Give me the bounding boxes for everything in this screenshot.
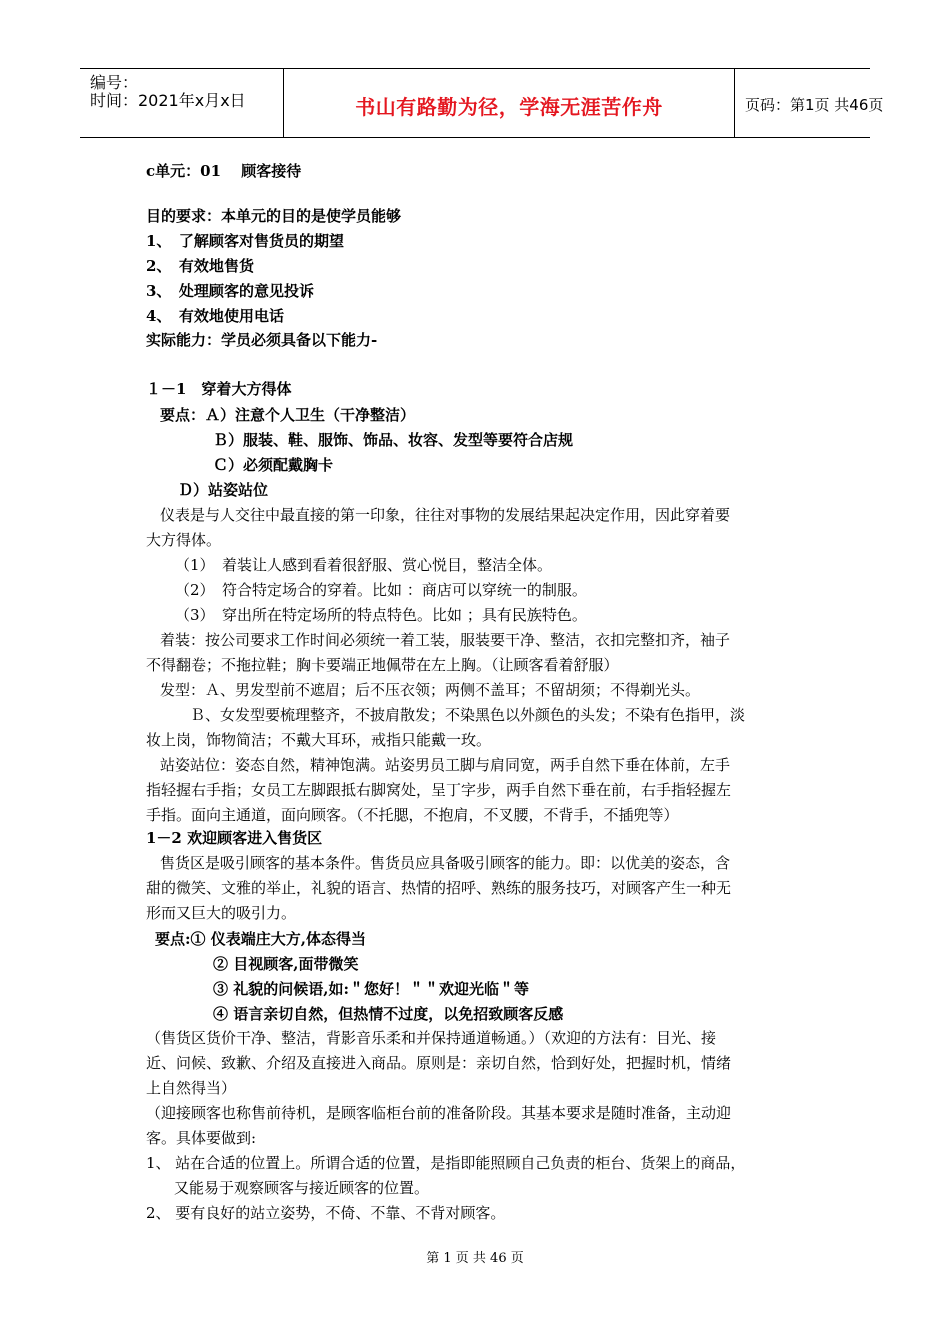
unit-title: c单元：01 顾客接待: [146, 162, 302, 180]
key-point: Ｂ）服装、鞋、服饰、饰品、妆容、发型等要符合店规: [213, 431, 574, 449]
objective-item: 2、 有效地售货: [146, 257, 254, 275]
paragraph-line: 妆上岗，饰物简洁；不戴大耳环，戒指只能戴一玫。: [146, 731, 492, 749]
paragraph-line: 发型：Ａ、男发型前不遮眉；后不压衣领；两侧不盖耳；不留胡须；不得剃光头。: [160, 681, 701, 699]
paragraph-line: （售货区货价干净、整洁，背影音乐柔和并保持通道畅通。）（欢迎的方法有：目光、接: [146, 1029, 717, 1047]
paragraph-line: 不得翻卷；不拖拉鞋；胸卡要端正地佩带在左上胸。（让顾客看着舒服）: [146, 656, 619, 674]
key-point: 要点：Ａ）注意个人卫生（干净整洁）: [160, 406, 416, 424]
page-header: [80, 68, 884, 138]
paragraph-line: 形而又巨大的吸引力。: [146, 904, 297, 922]
key-point: 要点:① 仪表端庄大方,体态得当: [155, 930, 366, 948]
paragraph-line: 2、 要有良好的站立姿势，不倚、不靠、不背对顾客。: [146, 1204, 506, 1222]
objectives-heading: 目的要求：本单元的目的是使学员能够: [146, 207, 402, 225]
paragraph-line: （1） 着装让人感到看着很舒服、赏心悦目，整洁全体。: [175, 556, 553, 574]
paragraph-line: 售货区是吸引顾客的基本条件。售货员应具备吸引顾客的能力。即：以优美的姿态，含: [160, 854, 731, 872]
paragraph-line: 仪表是与人交往中最直接的第一印象，往往对事物的发展结果起决定作用，因此穿着要: [160, 506, 731, 524]
objective-item: 1、 了解顾客对售货员的期望: [146, 232, 344, 250]
paragraph-line: 大方得体。: [146, 531, 222, 549]
key-point: ③ 礼貌的问候语,如:＂您好！＂＂欢迎光临＂等: [213, 980, 529, 998]
header-motto-cell: [283, 69, 735, 137]
page-number-label: 页码：第1页 共46页: [745, 96, 884, 114]
key-point: ② 目视顾客,面带微笑: [213, 955, 359, 973]
objective-item: 4、 有效地使用电话: [146, 307, 284, 325]
header-meta: [80, 69, 283, 137]
key-point: ④ 语言亲切自然，但热情不过度，以免招致顾客反感: [213, 1005, 564, 1023]
document-date-label: 时间：2021年x月x日: [90, 91, 246, 110]
paragraph-line: 手指。面向主通道，面向顾客。（不托腮，不抱肩，不叉腰，不背手，不插兜等）: [146, 806, 679, 824]
paragraph-line: 1、 站在合适的位置上。所谓合适的位置，是指即能照顾自己负责的柜台、货架上的商品，: [146, 1154, 746, 1172]
section-heading: １－1 穿着大方得体: [146, 380, 292, 398]
paragraph-line: 着装：按公司要求工作时间必须统一着工装，服装要干净、整洁，衣扣完整扣齐，袖子: [160, 631, 731, 649]
paragraph-line: 客。具体要做到:: [146, 1129, 257, 1147]
header-page-cell: [735, 69, 884, 137]
page-footer: 第 1 页 共 46 页: [426, 1251, 524, 1266]
ability-heading: 实际能力：学员必须具备以下能力-: [146, 331, 378, 349]
document-number-label: 编号：: [90, 73, 139, 92]
paragraph-line: （迎接顾客也称售前待机，是顾客临柜台前的准备阶段。其基本要求是随时准备，主动迎: [146, 1104, 732, 1122]
key-point: Ｄ）站姿站位: [178, 481, 269, 499]
paragraph-line: 指轻握右手指；女员工左脚跟抵右脚窝处，呈丁字步，两手自然下垂在前，右手指轻握左: [146, 781, 732, 799]
section-heading: 1－2 欢迎顾客进入售货区: [146, 829, 323, 847]
paragraph-line: 上自然得当）: [146, 1079, 237, 1097]
motto-text: 书山有路勤为径，学海无涯苦作舟: [355, 95, 663, 119]
objective-item: 3、 处理顾客的意见投诉: [146, 282, 314, 300]
paragraph-line: 甜的微笑、文雅的举止，礼貌的语言、热情的招呼、熟练的服务技巧，对顾客产生一种无: [146, 879, 732, 897]
paragraph-line: 近、问候、致歉、介绍及直接进入商品。原则是：亲切自然，恰到好处，把握时机，情绪: [146, 1054, 732, 1072]
paragraph-line: 站姿站位：姿态自然，精神饱满。站姿男员工脚与肩同宽，两手自然下垂在体前，左手: [160, 756, 731, 774]
paragraph-line: （2） 符合特定场合的穿着。比如 ：商店可以穿统一的制服。: [175, 581, 587, 599]
key-point: Ｃ）必须配戴胸卡: [213, 456, 334, 474]
paragraph-line: （3） 穿出所在特定场所的特点特色。比如 ；具有民族特色。: [175, 606, 587, 624]
paragraph-line: 又能易于观察顾客与接近顾客的位置。: [174, 1179, 430, 1197]
paragraph-line: Ｂ、女发型要梳理整齐，不披肩散发；不染黑色以外颜色的头发；不染有色指甲，淡: [190, 706, 746, 724]
